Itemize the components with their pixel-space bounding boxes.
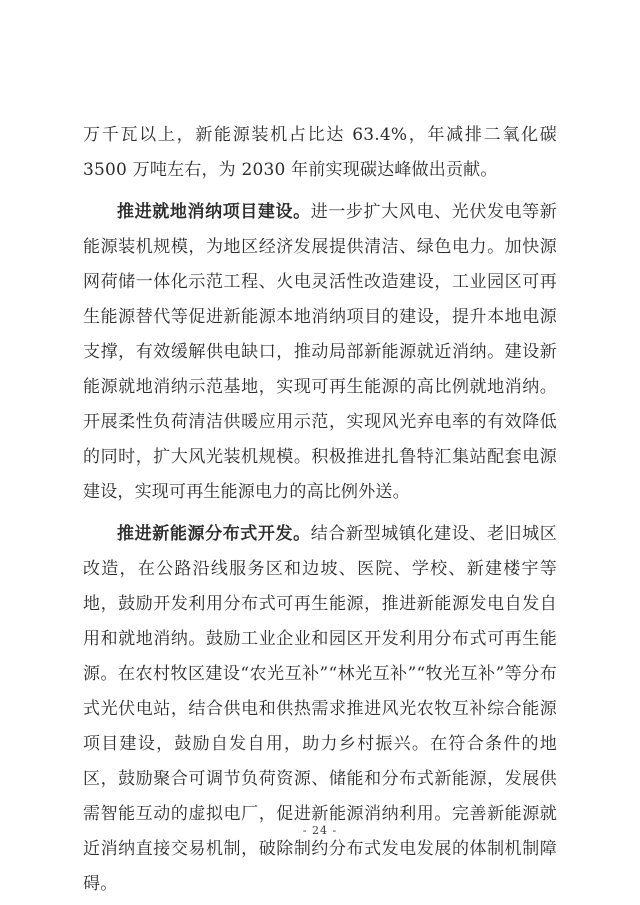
- body-paragraph: [83, 118, 557, 188]
- document-body: [83, 118, 557, 905]
- paragraph-body: 进一步扩大风电、光伏发电等新能源装机规模，为地区经济发展提供清洁、绿色电力。加快源网荷储一体化示范工程、火电灵活性改造建设，工业园区可再生能源替代等促进新能源本地消纳项目的建设，提升本地电源支撑，有效缓解供电缺口，推动局部新能源就近消纳。建设新能源就地消纳示范基地，实现可再生能源的高比例就地消纳。开展柔性负荷清洁供暖应用示范，实现风光弃电率的有效降低的同时，扩大风光装机规模。积极推进扎鲁特汇集站配套电源建设，实现可再生能源电力的高比例外送。: [83, 202, 557, 502]
- page-number: - 24 -: [302, 824, 338, 837]
- body-paragraph: [83, 517, 557, 902]
- paragraph-body: 结合新型城镇化建设、老旧城区改造，在公路沿线服务区和边坡、医院、学校、新建楼宇等地，鼓励开发利用分布式可再生能源，推进新能源发电自发自用和就地消纳。鼓励工业企业和园区开发利用分布式可再生能源。在农村牧区建设“农光互补”“林光互补”“牧光互补”等分布式光伏电站，结合供电和供热需求推进风光农牧互补综合能源项目建设，鼓励自发自用，助力乡村振兴。在符合条件的地区，鼓励聚合可调节负荷资源、储能和分布式新能源，发展供需智能互动的虚拟电厂，促进新能源消纳利用。完善新能源就近消纳直接交易机制，破除制约分布式发电发展的体制机制障碍。: [83, 524, 557, 894]
- paragraph-lead: 推进新能源分布式开发。: [117, 524, 311, 544]
- paragraph-lead: 推进就地消纳项目建设。: [117, 202, 311, 222]
- body-paragraph: [83, 195, 557, 510]
- page-footer: [0, 824, 640, 837]
- paragraph-body: 万千瓦以上，新能源装机占比达 63.4%，年减排二氧化碳 3500 万吨左右，为 2030 年前实现碳达峰做出贡献。: [83, 125, 557, 180]
